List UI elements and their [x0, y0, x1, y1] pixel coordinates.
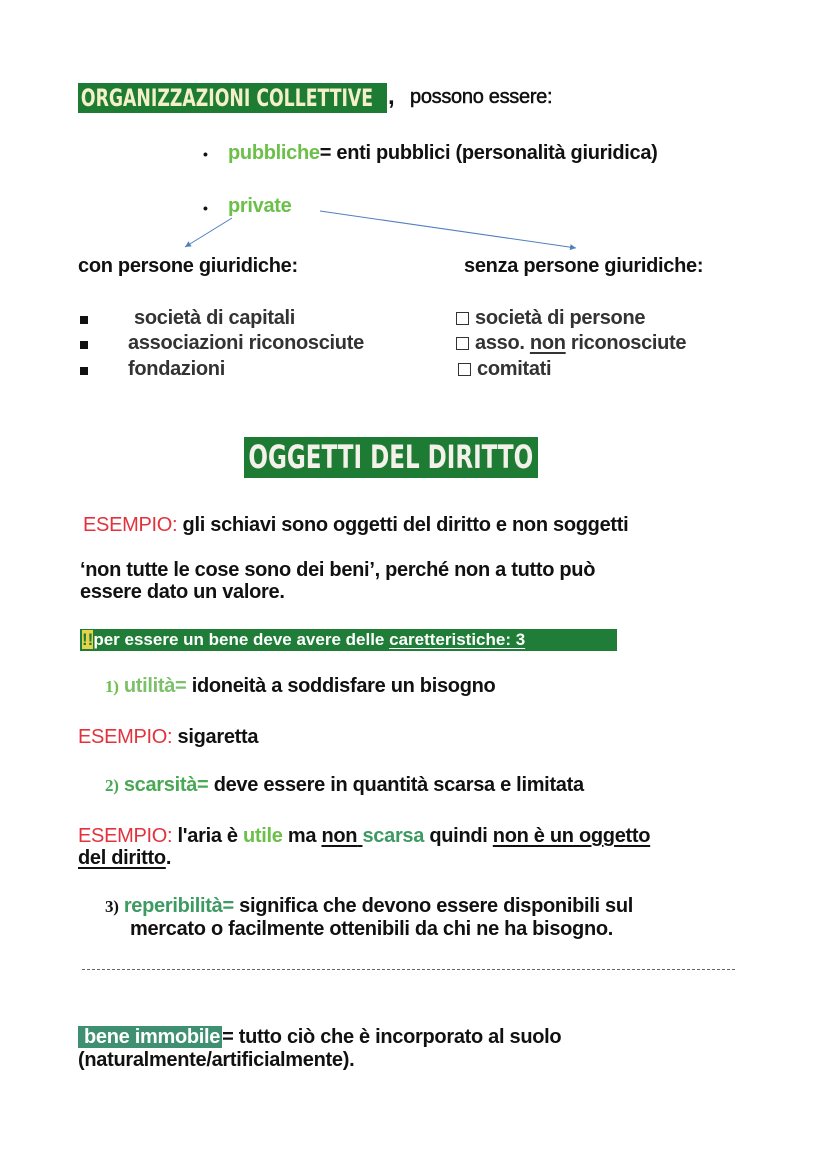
- example-text: sigaretta: [172, 726, 259, 748]
- left-heading: con persone giuridiche:: [78, 255, 298, 277]
- bene-immobile-line-2: (naturalmente/artificialmente).: [78, 1049, 355, 1071]
- characteristic-1: [105, 675, 495, 698]
- underlined-text: non è un oggetto: [492, 825, 651, 847]
- word-scarsa: scarsa: [362, 825, 425, 847]
- example-text: l'aria è: [172, 825, 243, 847]
- title-text: OGGETTI DEL DIRITTO: [248, 438, 534, 476]
- item-number: 1): [105, 677, 119, 696]
- checkbox-icon: [456, 337, 469, 350]
- bene-immobile-line-1: [78, 1026, 561, 1048]
- checkbox-icon: [458, 363, 471, 376]
- item-text: associazioni riconosciute: [128, 332, 364, 354]
- exclamation-marks: !!: [82, 630, 94, 649]
- definition-text: = tutto ciò che è incorporato al suolo: [222, 1026, 562, 1048]
- period: .: [165, 847, 172, 869]
- right-heading: senza persone giuridiche:: [464, 255, 704, 277]
- item-text: comitati: [477, 358, 552, 380]
- item-text: idoneità a soddisfare un bisogno: [186, 675, 496, 697]
- public-definition: = enti pubblici (personalità giuridica): [319, 142, 658, 164]
- highlighted-term: bene immobile: [78, 1026, 222, 1048]
- checkbox-icon: [456, 312, 469, 325]
- list-item: [80, 358, 225, 380]
- public-term: pubbliche: [228, 142, 320, 164]
- example-label: ESEMPIO:: [83, 514, 178, 536]
- example-label: ESEMPIO:: [78, 825, 173, 847]
- item-text: significa che devono essere disponibili sul: [233, 895, 634, 917]
- underlined-text: del diritto: [78, 847, 166, 869]
- quote-line-1: ‘non tutte le cose sono dei beni’, perché non a tutto può: [80, 559, 596, 581]
- dashed-divider: [82, 969, 735, 970]
- example-line-3: [78, 825, 650, 847]
- characteristic-3-line2: mercato o facilmente ottenibili da chi ne ha bisogno.: [130, 918, 614, 940]
- square-bullet-icon: [80, 316, 88, 324]
- quote-line-2: essere dato un valore.: [80, 581, 285, 603]
- bullet-dot: •: [203, 200, 208, 216]
- item-text: riconosciute: [565, 332, 687, 354]
- item-text: asso.: [475, 332, 530, 354]
- item-number: 2): [105, 776, 119, 795]
- characteristics-highlight: [80, 629, 617, 651]
- highlight-text: per essere un bene deve avere delle: [93, 630, 390, 649]
- item-term: scarsità=: [123, 774, 209, 796]
- example-line-2: [78, 726, 258, 748]
- example-text: ma: [282, 825, 322, 847]
- example-text: gli schiavi sono oggetti del diritto e non soggetti: [177, 514, 629, 536]
- square-bullet-icon: [80, 341, 88, 349]
- section-title-oggetti: [244, 437, 538, 478]
- item-term: reperibilità=: [123, 895, 234, 917]
- title-text: ORGANIZZAZIONI COLLETTIVE: [80, 84, 374, 112]
- item-text: fondazioni: [128, 358, 225, 380]
- highlight-underlined: caretteristiche: 3: [389, 630, 526, 649]
- title-comma: ,: [388, 83, 395, 110]
- example-label: ESEMPIO:: [78, 726, 173, 748]
- list-item: [456, 332, 686, 354]
- example-line-3b: [78, 847, 171, 869]
- characteristic-2: [105, 774, 584, 797]
- example-text: quindi: [424, 825, 493, 847]
- intro-text: possono essere:: [410, 86, 553, 108]
- item-text: società di capitali: [134, 307, 296, 329]
- item-term: utilità=: [123, 675, 187, 697]
- word-utile: utile: [243, 825, 283, 847]
- list-item: [80, 332, 364, 354]
- item-text: deve essere in quantità scarsa e limitata: [208, 774, 584, 796]
- private-term: private: [228, 195, 292, 217]
- bullet-dot: •: [203, 146, 208, 162]
- arrow-left: [185, 218, 232, 247]
- example-line-1: [83, 514, 628, 536]
- square-bullet-icon: [80, 367, 88, 375]
- item-underlined: non: [529, 332, 566, 354]
- item-text: società di persone: [475, 307, 646, 329]
- list-item: [458, 358, 551, 380]
- item-number: 3): [105, 897, 119, 916]
- word-non: non: [321, 825, 358, 847]
- list-item: [80, 307, 296, 329]
- list-item: [456, 307, 645, 329]
- arrow-right: [320, 211, 576, 248]
- characteristic-3: [105, 895, 633, 918]
